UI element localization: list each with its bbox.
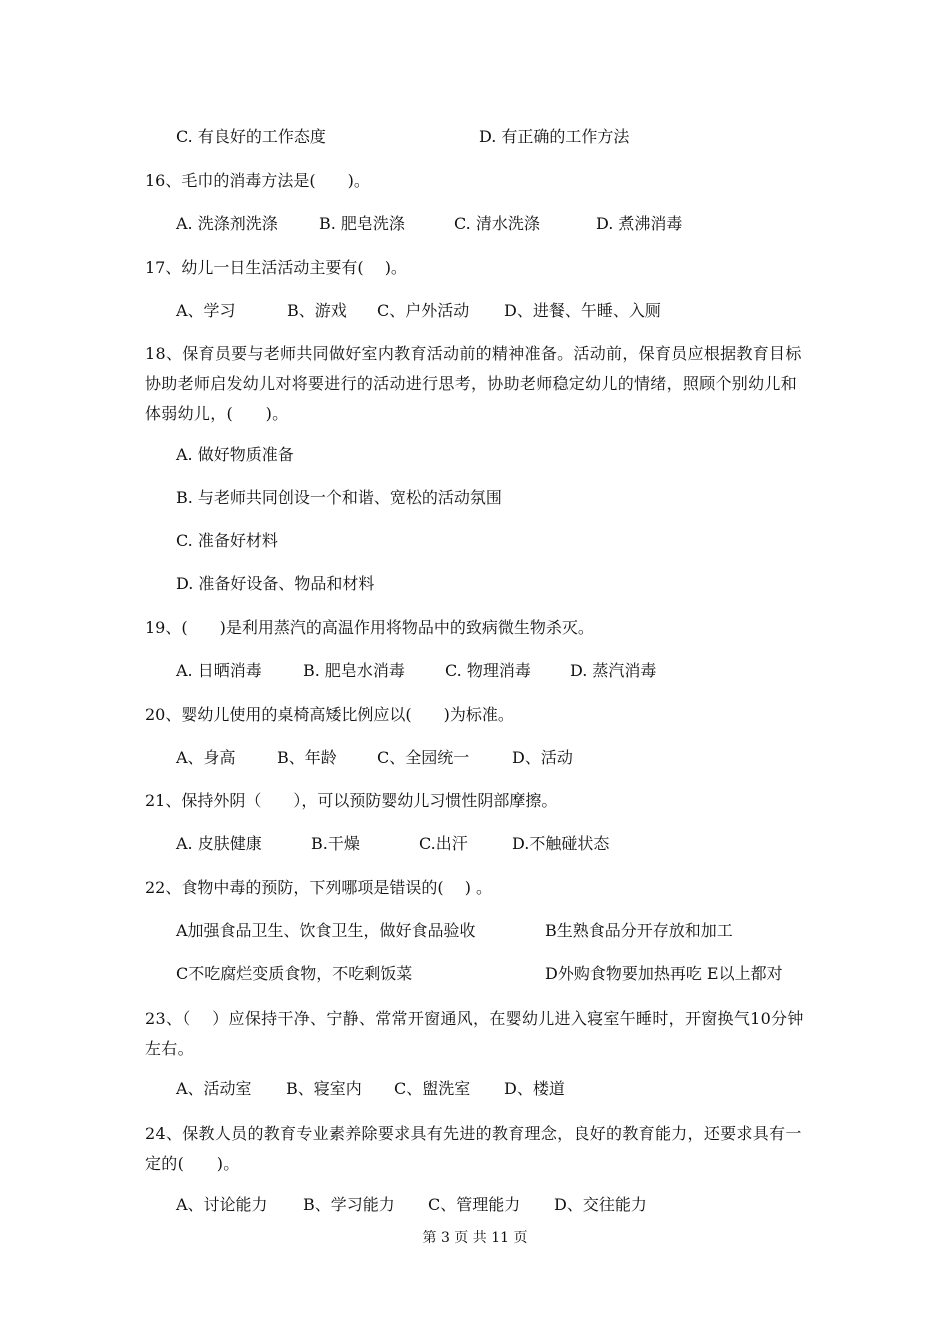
- q22-option-c: C不吃腐烂变质食物，不吃剩饭菜: [176, 964, 413, 983]
- q24-stem: 24、保教人员的教育专业素养除要求具有先进的教育理念，良好的教育能力，还要求具有一定的( )。: [145, 1124, 802, 1173]
- q16-option-c: C. 清水洗涤: [454, 214, 540, 233]
- q16-option-d: D. 煮沸消毒: [596, 214, 683, 233]
- q19-stem: 19、( )是利用蒸汽的高温作用将物品中的致病微生物杀灭。: [145, 618, 594, 637]
- q21-option-d: D.不触碰状态: [512, 834, 610, 853]
- q17-option-d: D、进餐、午睡、入厕: [504, 301, 661, 320]
- q20-stem: 20、婴幼儿使用的桌椅高矮比例应以( )为标准。: [145, 705, 514, 724]
- q21-option-a: A. 皮肤健康: [176, 834, 262, 853]
- q19-option-a: A. 日晒消毒: [176, 661, 262, 680]
- page-number-footer: 第 3 页 共 11 页: [422, 1230, 528, 1246]
- q24-option-d: D、交往能力: [554, 1195, 647, 1214]
- q20-option-c: C、全园统一: [377, 748, 470, 767]
- q21-stem: 21、保持外阴（ ），可以预防婴幼儿习惯性阴部摩擦。: [145, 791, 558, 810]
- q16-option-a: A. 洗涤剂洗涤: [176, 214, 278, 233]
- q17-option-b: B、游戏: [287, 301, 347, 320]
- q15-option-c: C. 有良好的工作态度: [176, 127, 326, 146]
- q20-option-d: D、活动: [512, 748, 573, 767]
- q23-stem: 23、（ ）应保持干净、宁静、常常开窗通风，在婴幼儿进入寝室午睡时，开窗换气10分钟左右。: [145, 1009, 804, 1058]
- q24-option-b: B、学习能力: [303, 1195, 395, 1214]
- q23-option-c: C、盥洗室: [394, 1079, 471, 1098]
- q24-option-c: C、管理能力: [428, 1195, 521, 1214]
- q19-option-d: D. 蒸汽消毒: [570, 661, 657, 680]
- q22-option-d: D外购食物要加热再吃 E以上都对: [545, 964, 783, 983]
- q17-stem: 17、幼儿一日生活活动主要有( )。: [145, 258, 407, 277]
- q18-option-d: D. 准备好设备、物品和材料: [176, 574, 375, 593]
- q23-option-d: D、楼道: [504, 1079, 565, 1098]
- q15-option-d: D. 有正确的工作方法: [479, 127, 630, 146]
- q22-stem: 22、食物中毒的预防，下列哪项是错误的( ) 。: [145, 878, 493, 897]
- q19-option-c: C. 物理消毒: [445, 661, 531, 680]
- q19-option-b: B. 肥皂水消毒: [303, 661, 405, 680]
- q17-option-a: A、学习: [176, 301, 236, 320]
- q23-option-a: A、活动室: [176, 1079, 252, 1098]
- q20-option-b: B、年龄: [277, 748, 337, 767]
- q18-option-a: A. 做好物质准备: [176, 445, 294, 464]
- q22-option-b: B生熟食品分开存放和加工: [545, 921, 733, 940]
- q16-option-b: B. 肥皂洗涤: [319, 214, 405, 233]
- q22-option-a: A加强食品卫生、饮食卫生，做好食品验收: [176, 921, 476, 940]
- q16-stem: 16、毛巾的消毒方法是( )。: [145, 171, 370, 190]
- q20-option-a: A、身高: [176, 748, 236, 767]
- q24-option-a: A、讨论能力: [176, 1195, 268, 1214]
- q18-stem: 18、保育员要与老师共同做好室内教育活动前的精神准备。活动前，保育员应根据教育目标协助老师启发幼儿对将要进行的活动进行思考，协助老师稳定幼儿的情绪，照顾个别幼儿和体弱幼儿，( )。: [145, 344, 802, 423]
- q21-option-c: C.出汗: [419, 834, 468, 853]
- q18-option-c: C. 准备好材料: [176, 531, 278, 550]
- q23-option-b: B、寝室内: [286, 1079, 362, 1098]
- q21-option-b: B.干燥: [311, 834, 360, 853]
- q18-option-b: B. 与老师共同创设一个和谐、宽松的活动氛围: [176, 488, 502, 507]
- q17-option-c: C、户外活动: [377, 301, 470, 320]
